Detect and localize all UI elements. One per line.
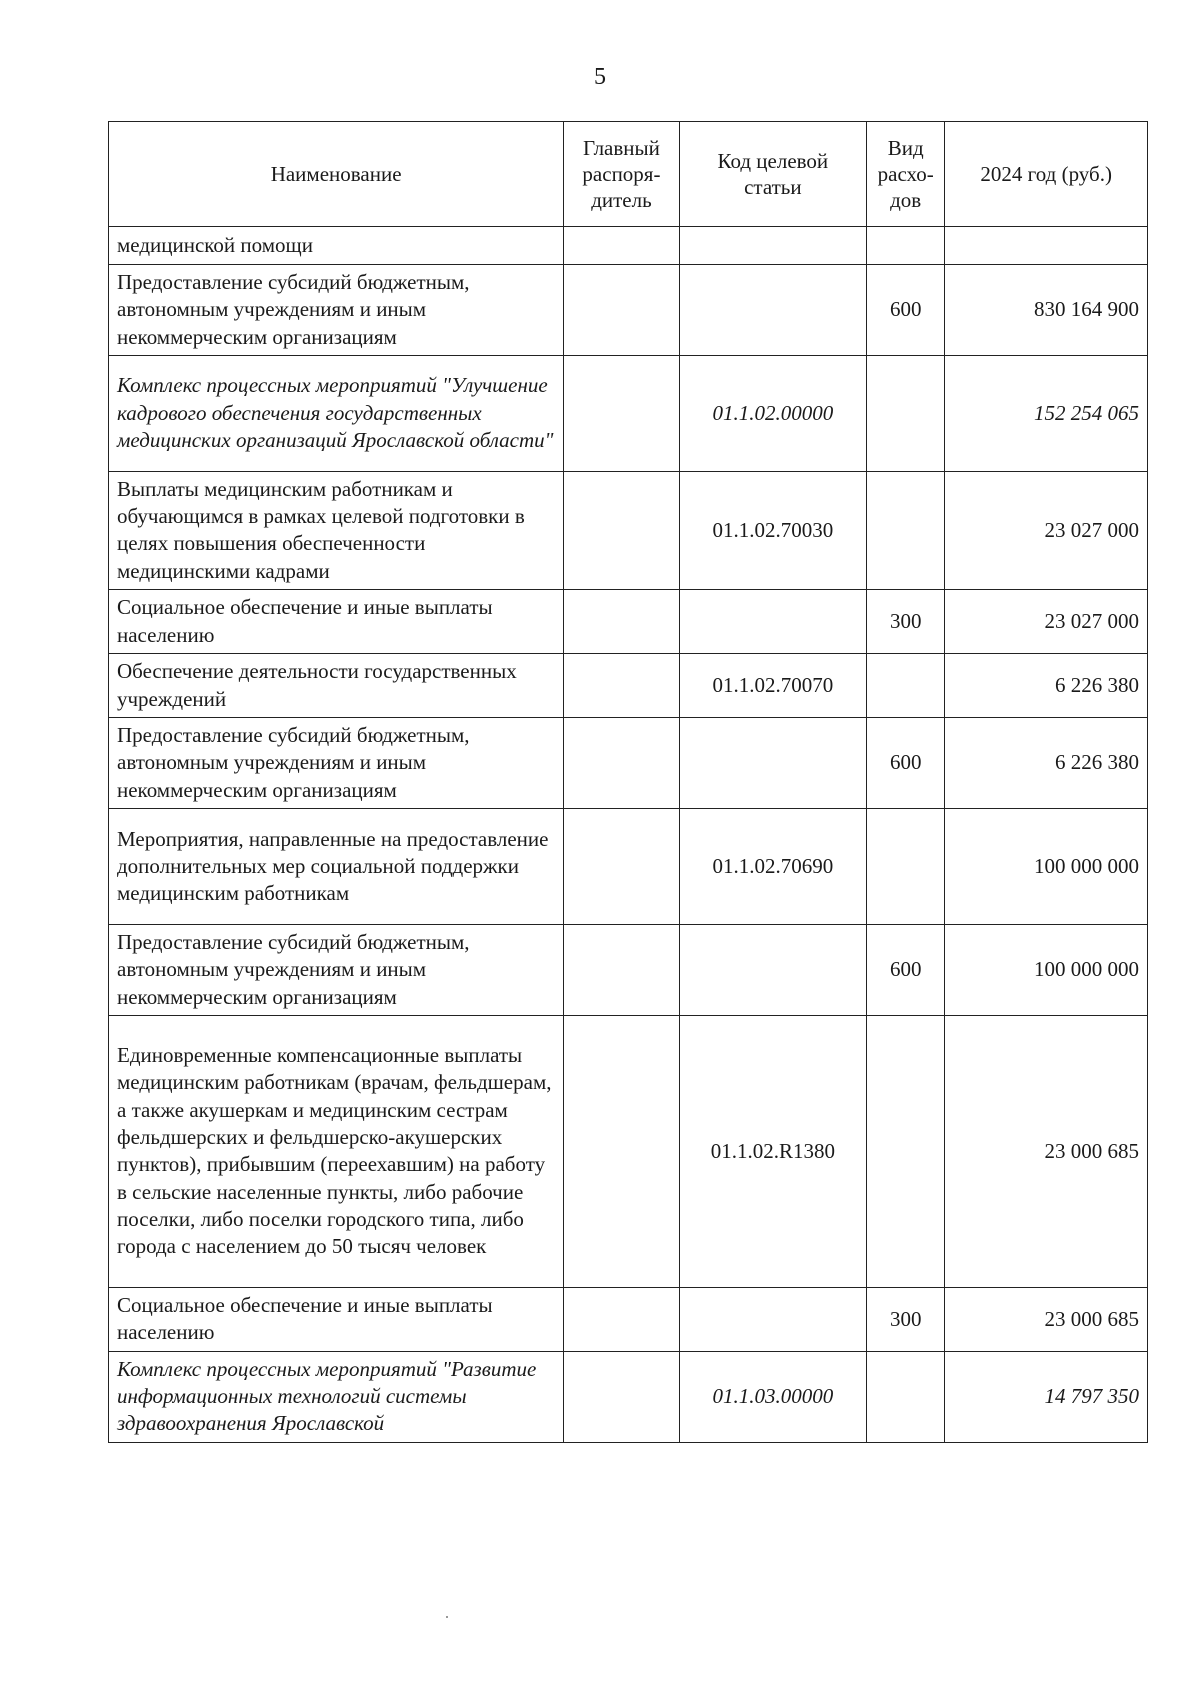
- cell-type: 600: [866, 718, 944, 809]
- cell-amount: 14 797 350: [945, 1351, 1148, 1442]
- table-row: [109, 1351, 1148, 1442]
- header-amount: 2024 год (руб.): [945, 122, 1148, 227]
- cell-code: [679, 924, 866, 1015]
- cell-type: [866, 654, 944, 718]
- cell-name: Комплекс процессных мероприятий "Улучшение кадрового обеспечения государственных медицинских организаций Ярославской области": [109, 355, 564, 471]
- cell-code: [679, 590, 866, 654]
- table-row: [109, 654, 1148, 718]
- header-code: Код целевой статьи: [679, 122, 866, 227]
- cell-type: 600: [866, 924, 944, 1015]
- cell-code: 01.1.02.70070: [679, 654, 866, 718]
- cell-name: Предоставление субсидий бюджетным, автономным учреждениям и иным некоммерческим организациям: [109, 718, 564, 809]
- cell-name: Выплаты медицинским работникам и обучающимся в рамках целевой подготовки в целях повышения обеспеченности медицинскими кадрами: [109, 471, 564, 589]
- cell-org: [564, 471, 679, 589]
- table-body: [109, 227, 1148, 1443]
- cell-name: Социальное обеспечение и иные выплаты населению: [109, 1287, 564, 1351]
- cell-code: 01.1.02.70030: [679, 471, 866, 589]
- cell-code: [679, 718, 866, 809]
- cell-org: [564, 718, 679, 809]
- cell-org: [564, 808, 679, 924]
- cell-org: [564, 227, 679, 265]
- table-row: [109, 355, 1148, 471]
- cell-code: 01.1.02.00000: [679, 355, 866, 471]
- cell-name: медицинской помощи: [109, 227, 564, 265]
- cell-code: 01.1.02.R1380: [679, 1015, 866, 1287]
- cell-org: [564, 1351, 679, 1442]
- cell-type: [866, 808, 944, 924]
- cell-amount: [945, 227, 1148, 265]
- table-row: [109, 227, 1148, 265]
- cell-code: [679, 1287, 866, 1351]
- cell-org: [564, 1015, 679, 1287]
- cell-amount: 100 000 000: [945, 808, 1148, 924]
- cell-code: 01.1.02.70690: [679, 808, 866, 924]
- cell-name: Предоставление субсидий бюджетным, автономным учреждениям и иным некоммерческим организациям: [109, 924, 564, 1015]
- table-header-row: [109, 122, 1148, 227]
- cell-amount: 6 226 380: [945, 654, 1148, 718]
- cell-amount: 23 000 685: [945, 1287, 1148, 1351]
- cell-type: [866, 227, 944, 265]
- cell-type: 600: [866, 265, 944, 356]
- cell-type: [866, 1015, 944, 1287]
- cell-amount: 6 226 380: [945, 718, 1148, 809]
- cell-type: [866, 355, 944, 471]
- cell-org: [564, 265, 679, 356]
- cell-amount: 23 027 000: [945, 471, 1148, 589]
- cell-org: [564, 654, 679, 718]
- cell-org: [564, 1287, 679, 1351]
- cell-type: 300: [866, 590, 944, 654]
- cell-name: Мероприятия, направленные на предоставление дополнительных мер социальной поддержки медицинским работникам: [109, 808, 564, 924]
- header-org: Главный распоря-дитель: [564, 122, 679, 227]
- cell-amount: 23 000 685: [945, 1015, 1148, 1287]
- table-row: [109, 265, 1148, 356]
- cell-name: Комплекс процессных мероприятий "Развитие информационных технологий системы здравоохранения Ярославской: [109, 1351, 564, 1442]
- cell-type: [866, 1351, 944, 1442]
- cell-type: [866, 471, 944, 589]
- budget-table: [108, 121, 1148, 1443]
- cell-name: Обеспечение деятельности государственных учреждений: [109, 654, 564, 718]
- table-row: [109, 808, 1148, 924]
- cell-name: Единовременные компенсационные выплаты медицинским работникам (врачам, фельдшерам, а также акушеркам и медицинским сестрам фельдшерских и фельдшерско-акушерских пунктов), прибывшим (переехавшим) на работу в сельские населенные пункты, либо рабочие поселки, либо поселки городского типа, либо города с населением до 50 тысяч человек: [109, 1015, 564, 1287]
- page-number: 5: [594, 64, 606, 90]
- table-row: [109, 924, 1148, 1015]
- cell-org: [564, 355, 679, 471]
- cell-amount: 830 164 900: [945, 265, 1148, 356]
- table-row: [109, 1015, 1148, 1287]
- cell-amount: 100 000 000: [945, 924, 1148, 1015]
- header-type: Вид расхо-дов: [866, 122, 944, 227]
- scan-speck: [446, 1616, 448, 1618]
- cell-code: [679, 265, 866, 356]
- cell-name: Социальное обеспечение и иные выплаты населению: [109, 590, 564, 654]
- table-row: [109, 471, 1148, 589]
- table-row: [109, 1287, 1148, 1351]
- table-row: [109, 590, 1148, 654]
- table-row: [109, 718, 1148, 809]
- cell-code: [679, 227, 866, 265]
- cell-type: 300: [866, 1287, 944, 1351]
- cell-amount: 152 254 065: [945, 355, 1148, 471]
- cell-name: Предоставление субсидий бюджетным, автономным учреждениям и иным некоммерческим организациям: [109, 265, 564, 356]
- cell-org: [564, 590, 679, 654]
- cell-code: 01.1.03.00000: [679, 1351, 866, 1442]
- cell-amount: 23 027 000: [945, 590, 1148, 654]
- cell-org: [564, 924, 679, 1015]
- header-name: Наименование: [109, 122, 564, 227]
